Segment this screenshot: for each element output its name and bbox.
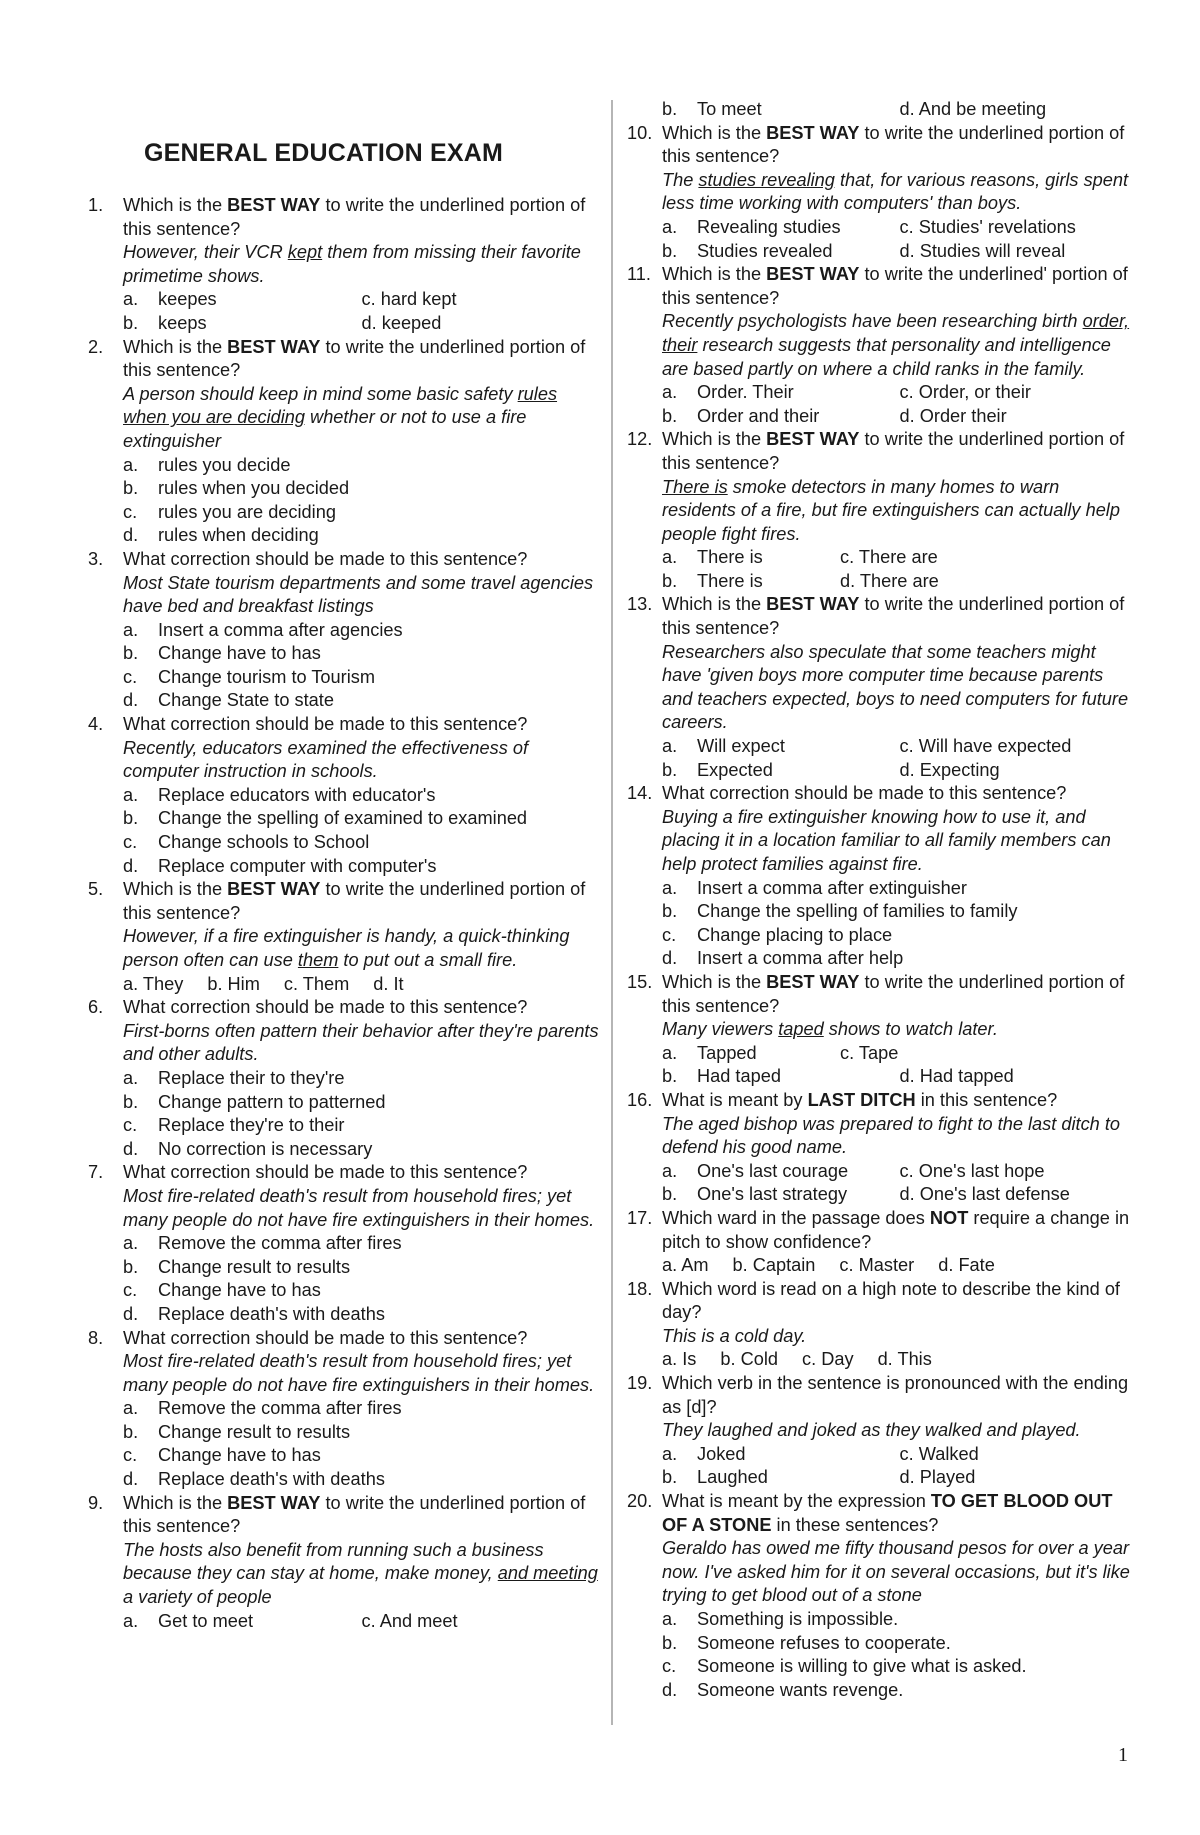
question-number: 4. xyxy=(88,714,104,735)
option-c: c. One's last hope xyxy=(899,1160,1045,1181)
question-sentence: First-borns often pattern their behavior after they're parents and other adults. xyxy=(123,1020,599,1065)
option-c: c. And meet xyxy=(361,1610,458,1631)
option-c: c. There are xyxy=(840,547,938,568)
question-sentence: Researchers also speculate that some teachers might have 'given boys more computer time because parents and teachers expected, boys to need computers for future careers. xyxy=(662,641,1129,733)
option-b: b. Change the spelling of examined to examined xyxy=(123,808,528,829)
option-d: d. Replace death's with deaths xyxy=(123,1469,385,1490)
question-number: 8. xyxy=(88,1327,104,1348)
question-12 xyxy=(627,428,1137,593)
question-number: 10. xyxy=(627,122,653,143)
option-d: d. One's last defense xyxy=(899,1184,1070,1205)
question-9 xyxy=(88,1492,600,1634)
option-a: a. Insert a comma after agencies xyxy=(123,619,403,640)
option-d: d. Studies will reveal xyxy=(899,240,1066,261)
question-13 xyxy=(627,593,1137,782)
question-sentence: Most State tourism departments and some travel agencies have bed and breakfast listings xyxy=(123,572,594,617)
option-c: c. Will have expected xyxy=(899,736,1072,757)
question-sentence: Recently psychologists have been researching birth order, their research suggests that personality and intelligence are based partly on where a child ranks in the family. xyxy=(662,311,1130,379)
option-b: b. Cold xyxy=(720,1349,779,1370)
option-c: c. Walked xyxy=(899,1443,979,1464)
page-number: 1 xyxy=(1118,1744,1128,1766)
option-d: d. Order their xyxy=(899,405,1007,426)
question-16 xyxy=(627,1089,1137,1207)
question-text: What correction should be made to this sentence? xyxy=(123,1327,528,1348)
option-c: c. Change placing to place xyxy=(662,924,893,945)
question-text: What correction should be made to this sentence? xyxy=(123,1162,528,1183)
question-number: 6. xyxy=(88,997,104,1018)
option-b: b. To meet xyxy=(662,99,762,119)
question-number: 13. xyxy=(627,594,653,615)
question-text: What is meant by LAST DITCH in this sentence? xyxy=(662,1089,1058,1110)
question-9-continued xyxy=(627,98,1137,122)
option-a: a. Will expect xyxy=(662,736,785,757)
option-c: c. hard kept xyxy=(361,289,457,310)
option-c: c. Tape xyxy=(840,1042,899,1063)
option-d: d. Someone wants revenge. xyxy=(662,1679,904,1700)
right-column xyxy=(627,98,1137,1702)
option-a: a. Replace their to they're xyxy=(123,1067,345,1088)
option-d: d. Had tapped xyxy=(899,1066,1014,1087)
question-number: 16. xyxy=(627,1089,653,1110)
option-d: d. Change State to state xyxy=(123,690,334,711)
question-text: Which is the BEST WAY to write the underlined portion of this sentence? xyxy=(662,971,1125,1016)
question-15 xyxy=(627,971,1137,1089)
option-a: a. Am xyxy=(662,1255,709,1276)
option-d: d. Replace computer with computer's xyxy=(123,855,437,876)
question-sentence: They laughed and joked as they walked and played. xyxy=(662,1420,1081,1441)
question-1 xyxy=(88,194,600,336)
options-row xyxy=(662,1348,1137,1372)
option-d: d. And be meeting xyxy=(899,99,1047,119)
question-number: 3. xyxy=(88,548,104,569)
question-7 xyxy=(88,1161,600,1326)
question-17 xyxy=(627,1207,1137,1278)
option-a: a. Remove the comma after fires xyxy=(123,1398,402,1419)
options-row xyxy=(662,1254,1137,1278)
question-number: 18. xyxy=(627,1278,653,1299)
question-text: Which is the BEST WAY to write the underlined portion of this sentence? xyxy=(662,122,1125,167)
option-b: b. Someone refuses to cooperate. xyxy=(662,1632,951,1653)
question-sentence: Most fire-related death's result from household fires; yet many people do not have fire extinguishers in their homes. xyxy=(123,1351,595,1395)
option-b: b. Had taped xyxy=(662,1066,781,1087)
option-d: d. Insert a comma after help xyxy=(662,948,904,969)
options-row xyxy=(123,973,600,997)
option-a: a. Replace educators with educator's xyxy=(123,784,436,805)
option-d: d. rules when deciding xyxy=(123,525,319,546)
question-text: Which is the BEST WAY to write the underlined portion of this sentence? xyxy=(123,195,586,239)
option-b: b. Change have to has xyxy=(123,643,321,664)
option-c: c. rules you are deciding xyxy=(123,501,336,522)
option-c: c. Change have to has xyxy=(123,1445,321,1466)
option-c: c. Someone is willing to give what is asked. xyxy=(662,1656,1027,1677)
option-a: a. One's last courage xyxy=(662,1160,849,1181)
question-number: 17. xyxy=(627,1207,653,1228)
option-c: c. Change tourism to Tourism xyxy=(123,666,375,687)
option-c: c. Master xyxy=(839,1255,915,1276)
question-sentence: The hosts also benefit from running such a business because they can stay at home, make money, and meeting a variety of people xyxy=(123,1539,598,1608)
option-a: a. Insert a comma after extinguisher xyxy=(662,877,967,898)
question-sentence: This is a cold day. xyxy=(662,1325,807,1346)
option-a: a. Something is impossible. xyxy=(662,1609,899,1629)
question-5 xyxy=(88,878,600,996)
question-2 xyxy=(88,336,600,548)
option-b: b. Change the spelling of families to family xyxy=(662,901,1018,922)
question-number: 9. xyxy=(88,1492,104,1513)
option-c: c. Replace they're to their xyxy=(123,1115,345,1136)
question-18 xyxy=(627,1278,1137,1372)
option-b: b. Captain xyxy=(732,1255,816,1276)
question-sentence: Many viewers taped shows to watch later. xyxy=(662,1019,998,1040)
option-a: a. keepes xyxy=(123,289,217,310)
option-a: a. Tapped xyxy=(662,1042,757,1063)
option-a: a. There is xyxy=(662,547,763,568)
option-d: d. Played xyxy=(899,1467,976,1488)
option-b: b. Studies revealed xyxy=(662,240,833,261)
option-b: b. Him xyxy=(207,973,260,994)
question-text: Which is the BEST WAY to write the underlined portion of this sentence? xyxy=(123,336,586,381)
question-number: 1. xyxy=(88,195,104,215)
question-number: 15. xyxy=(627,971,653,992)
option-c: c. Them xyxy=(283,973,350,994)
option-b: b. Change result to results xyxy=(123,1421,351,1442)
question-text: Which is the BEST WAY to write the underlined portion of this sentence? xyxy=(123,879,586,923)
option-d: d. There are xyxy=(840,570,939,591)
left-column xyxy=(88,138,600,1633)
question-sentence: Recently, educators examined the effectiveness of computer instruction in schools. xyxy=(123,737,529,782)
option-b: b. Laughed xyxy=(662,1467,768,1488)
question-text: Which is the BEST WAY to write the underlined' portion of this sentence? xyxy=(662,264,1128,308)
option-b: b. Order and their xyxy=(662,405,820,426)
option-a: a. They xyxy=(123,973,184,994)
option-d: d. This xyxy=(877,1349,932,1370)
question-20 xyxy=(627,1490,1137,1702)
question-11 xyxy=(627,263,1137,428)
question-text: What correction should be made to this sentence? xyxy=(662,783,1067,804)
question-text: Which is the BEST WAY to write the underlined portion of this sentence? xyxy=(662,429,1125,473)
question-text: Which is the BEST WAY to write the underlined portion of this sentence? xyxy=(123,1492,586,1537)
option-b: b. Expected xyxy=(662,759,773,780)
option-a: a. Joked xyxy=(662,1443,746,1464)
question-sentence: A person should keep in mind some basic safety rules when you are deciding whether or not to use a fire extinguisher xyxy=(123,383,558,451)
question-text: What correction should be made to this sentence? xyxy=(123,548,528,569)
option-c: c. Studies' revelations xyxy=(899,216,1076,237)
question-text: What correction should be made to this sentence? xyxy=(123,714,528,735)
option-d: d. Fate xyxy=(938,1255,995,1276)
option-d: d. keeped xyxy=(361,312,442,333)
option-b: b. rules when you decided xyxy=(123,478,350,499)
question-3 xyxy=(88,548,600,713)
question-4 xyxy=(88,713,600,878)
option-a: a. Get to meet xyxy=(123,1610,254,1631)
option-b: b. One's last strategy xyxy=(662,1184,848,1205)
option-c: c. Order, or their xyxy=(899,382,1031,403)
question-14 xyxy=(627,782,1137,971)
option-a: a. Remove the comma after fires xyxy=(123,1233,402,1254)
question-text: Which ward in the passage does NOT require a change in pitch to show confidence? xyxy=(662,1207,1130,1252)
option-d: d. Replace death's with deaths xyxy=(123,1303,385,1324)
question-19 xyxy=(627,1372,1137,1490)
question-sentence: However, their VCR kept them from missing their favorite primetime shows. xyxy=(123,242,581,286)
question-text: What correction should be made to this sentence? xyxy=(123,997,528,1018)
question-number: 20. xyxy=(627,1491,653,1512)
question-sentence: Buying a fire extinguisher knowing how to use it, and placing it in a location familiar to all family members can help protect families against fire. xyxy=(662,806,1111,874)
option-b: b. keeps xyxy=(123,312,207,333)
question-text: Which is the BEST WAY to write the underlined portion of this sentence? xyxy=(662,594,1125,639)
question-sentence: However, if a fire extinguisher is handy, a quick-thinking person often can use them to put out a small fire. xyxy=(123,926,570,970)
question-text: Which verb in the sentence is pronounced with the ending as [d]? xyxy=(662,1373,1129,1417)
option-a: a. rules you decide xyxy=(123,454,291,475)
question-number: 7. xyxy=(88,1162,104,1183)
question-number: 5. xyxy=(88,879,104,900)
question-number: 12. xyxy=(627,429,653,450)
option-c: c. Day xyxy=(802,1349,854,1370)
option-b: b. There is xyxy=(662,570,763,591)
question-6 xyxy=(88,996,600,1161)
question-sentence: The aged bishop was prepared to fight to the last ditch to defend his good name. xyxy=(662,1113,1121,1158)
option-a: a. Order. Their xyxy=(662,382,794,403)
option-d: d. Expecting xyxy=(899,759,1000,780)
question-10 xyxy=(627,122,1137,264)
question-number: 11. xyxy=(627,264,651,285)
question-text: Which word is read on a high note to describe the kind of day? xyxy=(662,1278,1120,1323)
question-number: 14. xyxy=(627,783,653,804)
option-d: d. It xyxy=(373,973,404,994)
option-c: c. Change schools to School xyxy=(123,832,370,853)
question-sentence: Geraldo has owed me fifty thousand pesos for over a year now. I've asked him for it on several occasions, but it's like trying to get blood out of a stone xyxy=(662,1538,1130,1606)
question-sentence: The studies revealing that, for various reasons, girls spent less time working with computers' than boys. xyxy=(662,169,1129,214)
option-d: d. No correction is necessary xyxy=(123,1138,373,1159)
question-sentence: There is smoke detectors in many homes to warn residents of a fire, but fire extinguishers can actually help people fight fires. xyxy=(662,476,1120,544)
question-number: 2. xyxy=(88,336,104,357)
option-a: a. Is xyxy=(662,1349,697,1370)
question-number: 19. xyxy=(627,1373,653,1394)
question-sentence: Most fire-related death's result from household fires; yet many people do not have fire extinguishers in their homes. xyxy=(123,1185,595,1230)
page-title: GENERAL EDUCATION EXAM xyxy=(144,139,504,167)
option-a: a. Revealing studies xyxy=(662,216,841,237)
question-8 xyxy=(88,1327,600,1492)
column-divider xyxy=(611,100,613,1725)
option-b: b. Change pattern to patterned xyxy=(123,1091,386,1112)
option-c: c. Change have to has xyxy=(123,1280,321,1301)
question-text: What is meant by the expression TO GET BLOOD OUT OF A STONE in these sentences? xyxy=(662,1491,1113,1535)
option-b: b. Change result to results xyxy=(123,1256,351,1277)
